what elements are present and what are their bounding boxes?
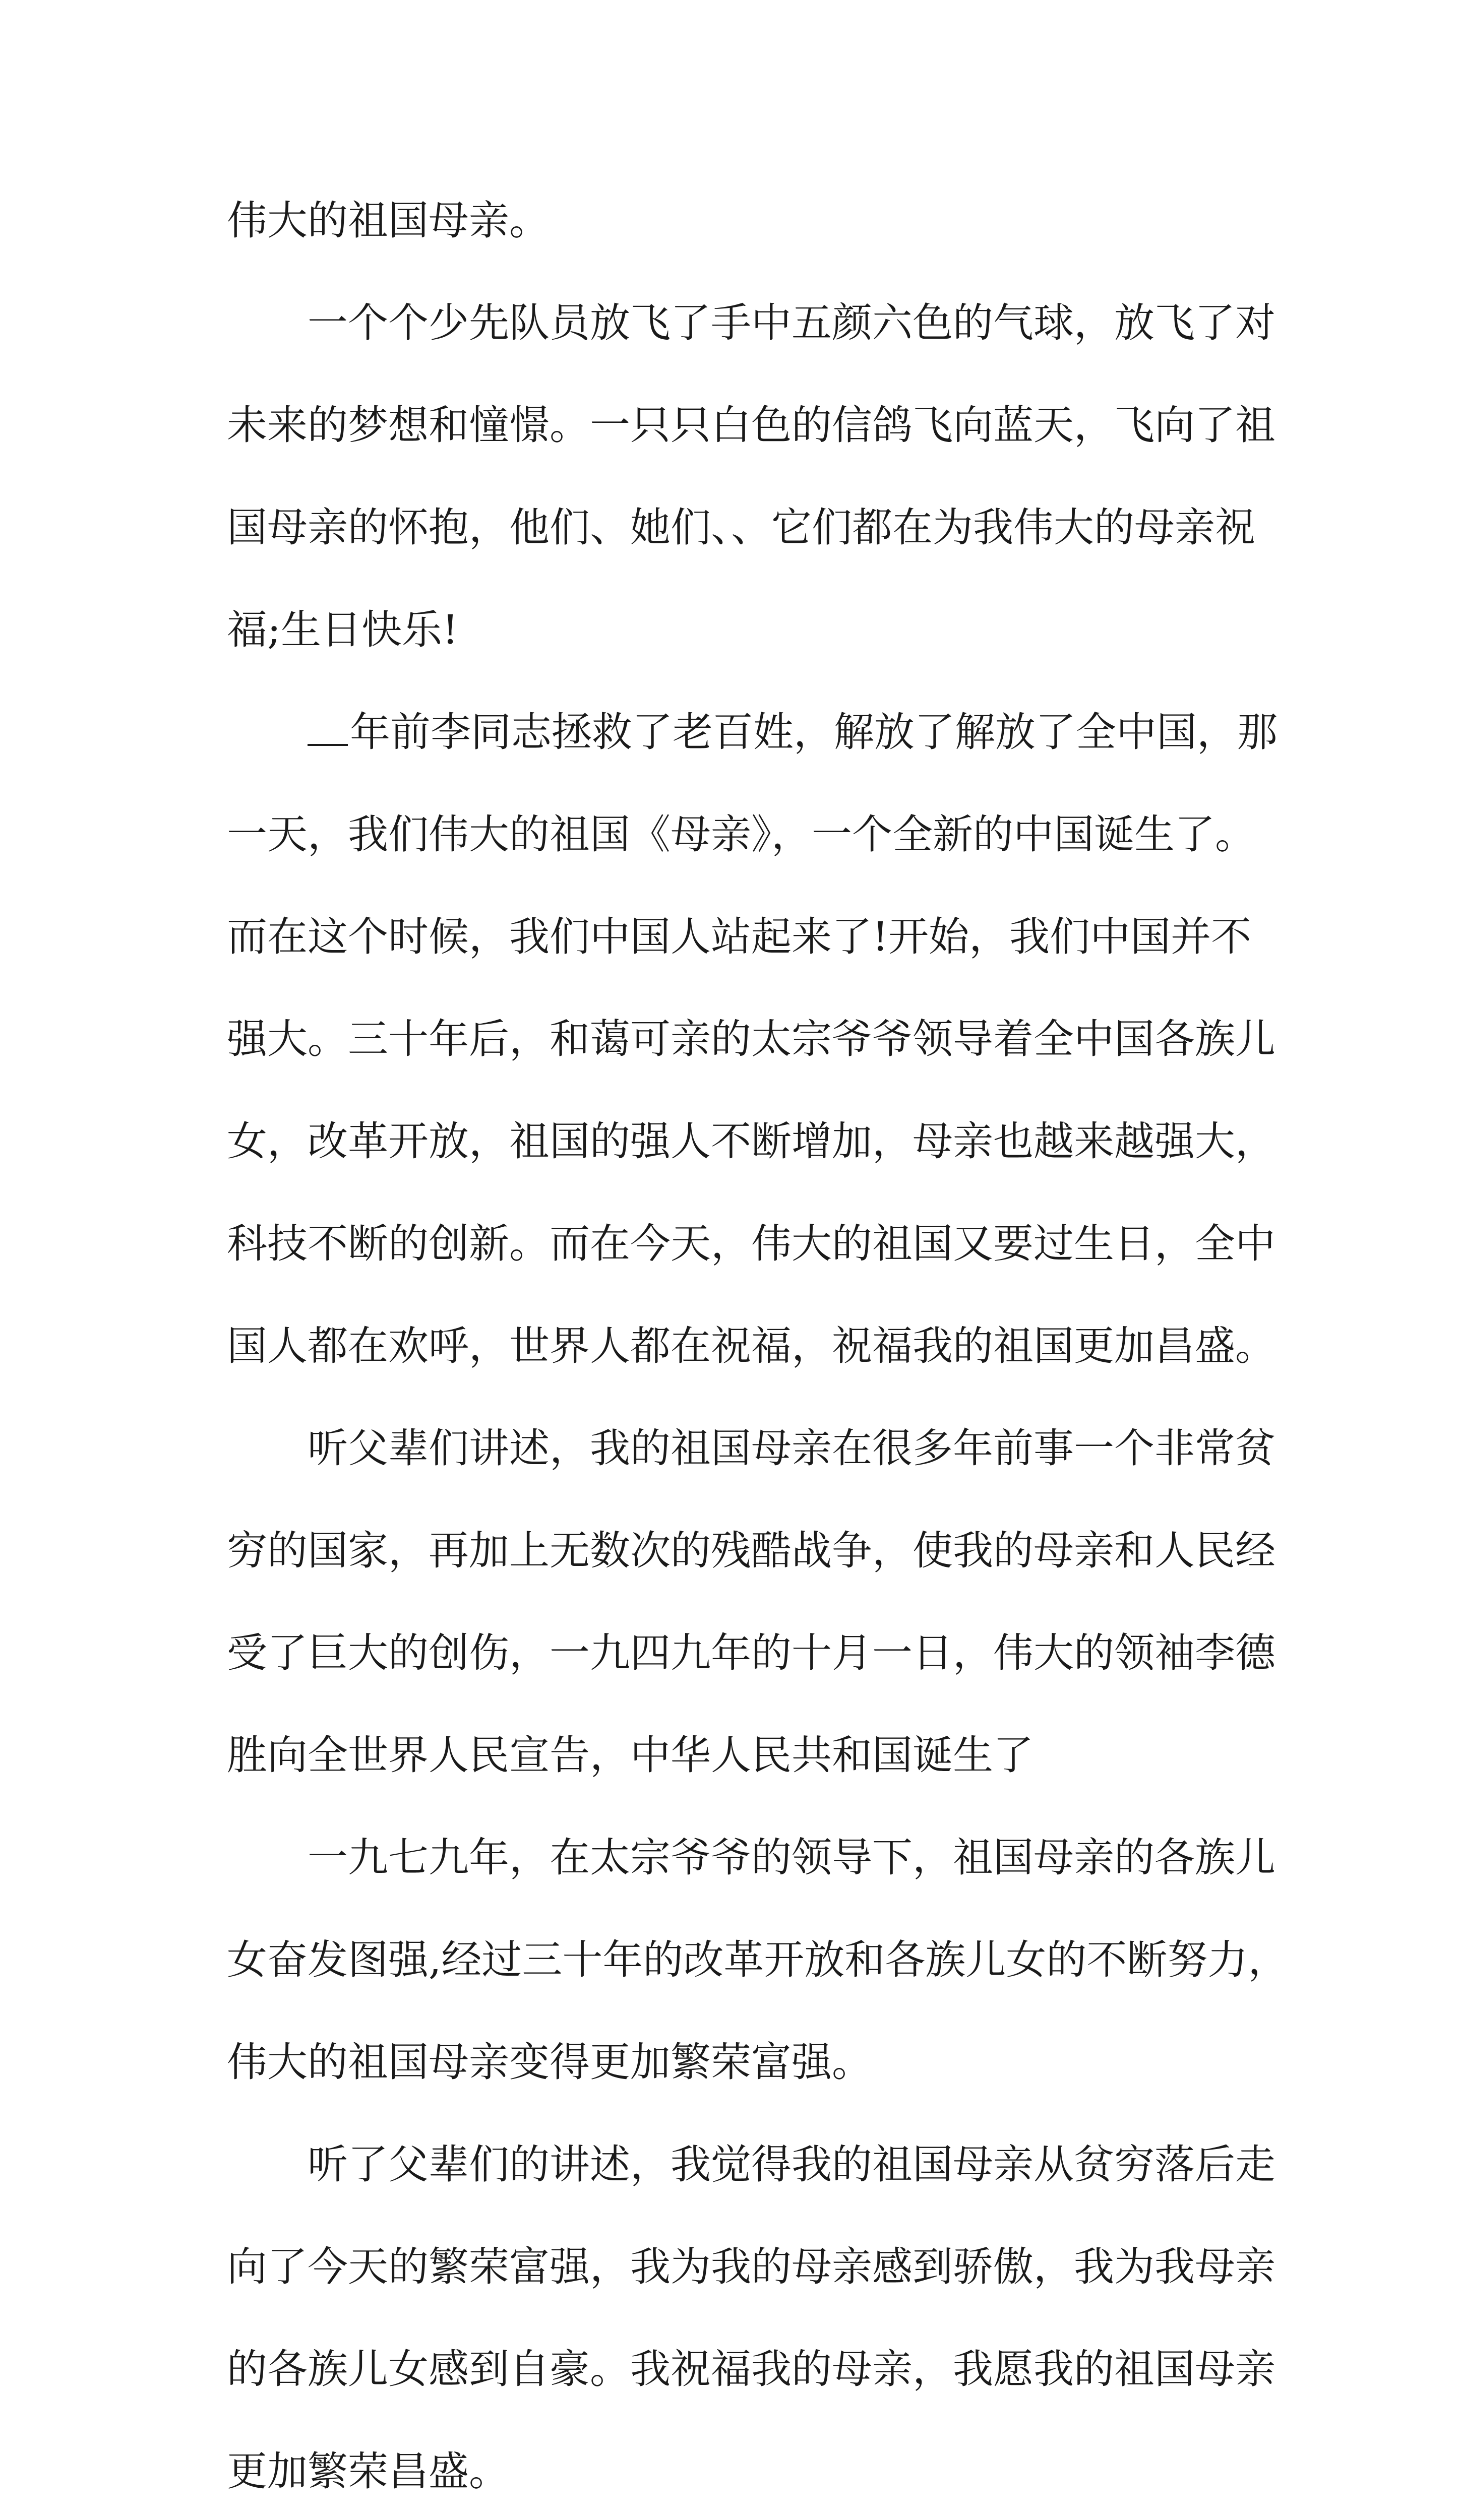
paragraph-line: 福;生日快乐! (227, 606, 459, 653)
paragraph-line: 国人都在欢呼，世界人都在祝福，祝福我的祖国更加昌盛。 (227, 1322, 1275, 1369)
fill-in-blank (308, 709, 348, 746)
paragraph-line: 伟大的祖国母亲变得更加繁荣富强。 (227, 2039, 872, 2086)
paragraph-line: 一九七九年，在太宗爷爷的领导下，祖国母亲的各族儿 (308, 1834, 1275, 1881)
paragraph-line: 强大。三十年后，和蔼可亲的太宗爷爷领导着全中国各族儿 (227, 1016, 1275, 1062)
paragraph-line-text: 年前李同志拯救了老百姓，解放了解放了全中国，那 (350, 709, 1278, 755)
paragraph-line: 一个个少先队员放飞了手中五颜六色的气球，放飞了对 (308, 299, 1275, 346)
paragraph-line (227, 681, 1278, 783)
paragraph-line: 女，改革开放，祖国的强人不断增加，母亲也越来越强大， (227, 1118, 1275, 1165)
paragraph-line: 的各族儿女感到自豪。我祝福我的母亲，我愿我的祖国母亲 (227, 2346, 1275, 2392)
paragraph-line: 受了巨大的创伤，一九四九年的十月一日，伟大的领袖李德 (227, 1629, 1275, 1676)
paragraph-line: 伟大的祖国母亲。 (227, 197, 550, 244)
paragraph-line: 女奋发图强,经过三十年的改革开放和各族儿女的不断努力， (227, 1936, 1289, 1983)
paragraph-line: 向了今天的繁荣富强，我为我的母亲感到骄傲，我为我母亲 (227, 2243, 1275, 2290)
paragraph-line: 国母亲的怀抱，他们、她们、、它们都在为我伟大的母亲祝 (227, 504, 1255, 551)
paragraph-line: 听父辈们讲述，我的祖国母亲在很多年前事一个非常贫 (308, 1425, 1275, 1472)
paragraph-line: 未来的梦想和憧憬。一只只白色的信鸽飞向蓝天，飞向了祖 (227, 402, 1275, 449)
paragraph-line: 更加繁荣昌盛。 (227, 2448, 509, 2495)
paragraph-line: 穷的国家，再加上无数次的残酷战争，使我的母亲和人民经 (227, 1527, 1275, 1574)
paragraph-line: 听了父辈们的讲述，我觉得我的祖国母亲从贫穷落后走 (308, 2141, 1275, 2188)
body-text (227, 169, 1289, 2520)
paragraph-line: 一天，我们伟大的祖国《母亲》，一个全新的中国诞生了。 (227, 811, 1255, 858)
paragraph-line: 科技不断的创新。而在今天，伟大的祖国又要过生日，全中 (227, 1220, 1275, 1267)
paragraph-line: 胜向全世界人民宣告，中华人民共和国诞生了 (227, 1732, 1034, 1779)
paragraph-line: 而在这个时候，我们中国人站起来了!开始，我们中国并不 (227, 913, 1252, 960)
